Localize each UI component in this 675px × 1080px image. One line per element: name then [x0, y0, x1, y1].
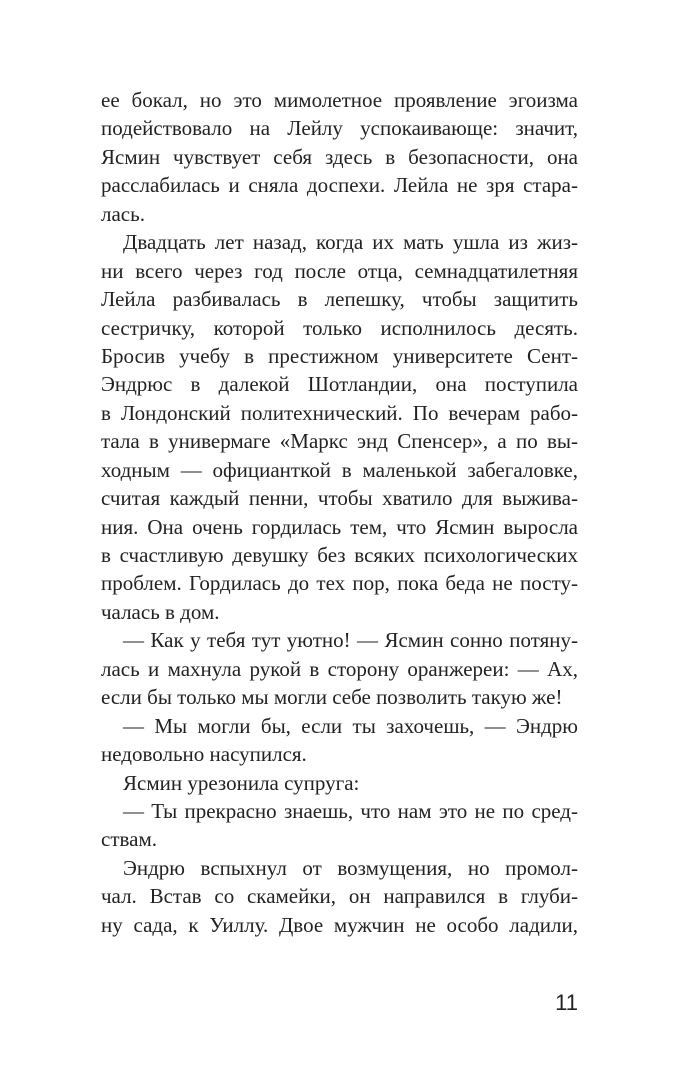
text-line: в Лондонский политехнический. По вечерам рабо-: [101, 400, 578, 425]
text-line: если бы только мы могли себе позволить такую же!: [101, 685, 563, 710]
text-line: Двадцать лет назад, когда их мать ушла из жиз-: [123, 230, 578, 255]
text-line: — Как у тебя тут уютно! — Ясмин сонно потяну-: [123, 628, 578, 653]
text-line: — Мы могли бы, если ты захочешь, — Эндрю: [123, 713, 578, 738]
text-line: ну сада, к Уиллу. Двое мужчин не особо ладили,: [101, 912, 578, 937]
text-line: в счастливую девушку без всяких психологических: [101, 543, 578, 567]
text-line: считая каждый пенни, чтобы хватило для выжива-: [101, 486, 578, 511]
paragraph: [101, 86, 578, 228]
text-line: ее бокал, но это мимолетное проявление эгоизма: [101, 88, 578, 112]
text-line: расслабилась и сняла доспехи. Лейла не зря стара-: [101, 173, 578, 198]
paragraph: [101, 626, 578, 711]
body-text: [101, 86, 578, 939]
text-line: подействовало на Лейлу успокаивающе: значит,: [101, 116, 578, 141]
paragraph: [101, 769, 578, 797]
page-number: 11: [555, 990, 578, 1015]
text-line: тала в универмаге «Маркс энд Спенсер», а по вы-: [101, 429, 578, 454]
text-line: проблем. Гордилась до тех пор, пока беда не посту-: [101, 571, 578, 596]
text-line: Бросив учебу в престижном университете Сент-: [101, 343, 578, 368]
text-line: чалась в дом.: [101, 599, 220, 624]
text-line: ни всего через год после отца, семнадцатилетняя: [101, 258, 578, 283]
text-line: чал. Встав со скамейки, он направился в глуби-: [101, 884, 578, 909]
text-line: — Ты прекрасно знаешь, что нам это не по сред-: [123, 798, 578, 823]
text-line: сестричку, которой только исполнилось десять.: [101, 315, 578, 340]
text-line: ния. Она очень гордилась тем, что Ясмин выросла: [101, 514, 578, 539]
text-line: лась и махнула рукой в сторону оранжереи: — Ах,: [101, 656, 578, 681]
text-line: недовольно насупился.: [101, 742, 307, 767]
text-line: ствам.: [101, 827, 157, 852]
text-line: Ясмин чувствует себя здесь в безопасности, она: [101, 144, 578, 169]
text-line: Лейла разбивалась в лепешку, чтобы защитить: [101, 287, 578, 312]
paragraph: [101, 228, 578, 626]
text-line: ходным — официанткой в маленькой забегаловке,: [101, 457, 578, 482]
text-line: лась.: [101, 201, 145, 226]
paragraph: [101, 797, 578, 854]
paragraph: [101, 854, 578, 939]
paragraph: [101, 712, 578, 769]
text-line: Ясмин урезонила супруга:: [123, 770, 360, 795]
text-line: Эндрюс в далекой Шотландии, она поступила: [101, 372, 578, 397]
text-line: Эндрю вспыхнул от возмущения, но промол-: [123, 855, 578, 880]
